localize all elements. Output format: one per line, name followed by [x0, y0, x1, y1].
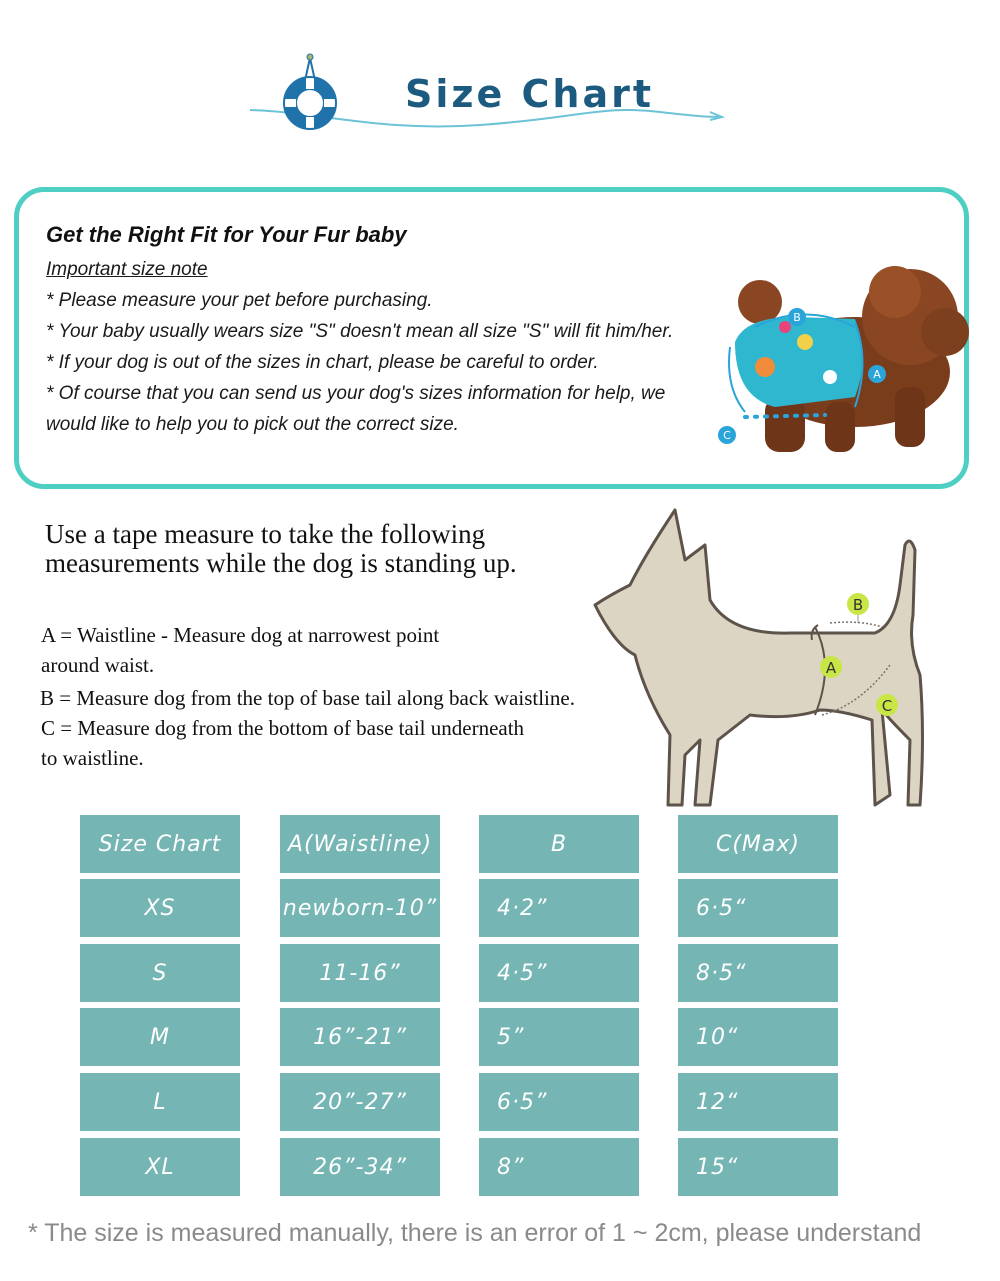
svg-text:A: A: [873, 368, 881, 381]
definition-a: A = Waistline - Measure dog at narrowest point: [41, 623, 440, 647]
fit-notes: [46, 254, 676, 440]
definition-c-cont: to waistline.: [41, 746, 144, 770]
table-cell-size: M: [80, 1008, 240, 1066]
label-b-icon: [847, 593, 869, 615]
table-cell-c: 6·5“: [678, 879, 838, 937]
label-a-icon: [820, 656, 842, 678]
definition-c: C = Measure dog from the bottom of base tail underneath: [41, 716, 525, 740]
table-header-c: C(Max): [678, 815, 838, 873]
table-cell-b: 5”: [479, 1008, 639, 1066]
label-c-icon: [876, 694, 898, 716]
header: [240, 50, 740, 150]
label-b-icon: [788, 308, 806, 326]
note-line: * Please measure your pet before purchasing.: [46, 290, 433, 311]
instructions-title-line2: measurements while the dog is standing up.: [45, 548, 517, 578]
note-line: * Your baby usually wears size "S" doesn't mean all size "S" will fit him/her.: [46, 321, 674, 342]
svg-text:A: A: [825, 659, 837, 677]
measurement-instructions: [40, 519, 645, 770]
table-cell-size: S: [80, 944, 240, 1002]
table-cell-b: 4·5”: [479, 944, 639, 1002]
svg-text:B: B: [852, 596, 864, 614]
table-cell-waistline: 26”-34”: [280, 1138, 440, 1196]
table-cell-waistline: 16”-21”: [280, 1008, 440, 1066]
table-header-b: B: [479, 815, 639, 873]
page-title: Size Chart: [405, 72, 655, 116]
life-ring-icon: [284, 54, 336, 129]
table-cell-b: 6·5”: [479, 1073, 639, 1131]
table-cell-size: XL: [80, 1138, 240, 1196]
table-cell-b: 4·2”: [479, 879, 639, 937]
table-cell-c: 12“: [678, 1073, 838, 1131]
label-a-icon: [868, 365, 886, 383]
table-cell-waistline: newborn-10”: [280, 879, 440, 937]
table-cell-size: XS: [80, 879, 240, 937]
fit-note-box: [14, 187, 969, 489]
poodle-diaper-photo: [705, 247, 975, 457]
note-line: * Of course that you can send us your dog's sizes information for help, we would like to help you to pick out the correct size.: [46, 383, 666, 435]
table-header-size: Size Chart: [80, 815, 240, 873]
footer-note: * The size is measured manually, there is an error of 1 ~ 2cm, please understand: [28, 1219, 922, 1247]
dog-measurement-diagram: [590, 505, 930, 815]
table-cell-waistline: 11-16”: [280, 944, 440, 1002]
table-cell-c: 15“: [678, 1138, 838, 1196]
instructions-title-line1: Use a tape measure to take the following: [45, 519, 486, 549]
svg-text:C: C: [723, 429, 731, 442]
table-cell-size: L: [80, 1073, 240, 1131]
instructions-title: [45, 520, 645, 578]
fit-subheading: Important size note: [46, 259, 208, 280]
table-header-waistline: A(Waistline): [280, 815, 440, 873]
svg-text:C: C: [881, 697, 893, 715]
definition-a-cont: around waist.: [41, 653, 155, 677]
note-line: * If your dog is out of the sizes in chart, please be careful to order.: [46, 352, 599, 373]
table-cell-c: 8·5“: [678, 944, 838, 1002]
table-cell-waistline: 20”-27”: [280, 1073, 440, 1131]
fit-heading: Get the Right Fit for Your Fur baby: [46, 222, 407, 247]
svg-text:B: B: [793, 311, 801, 324]
table-cell-c: 10“: [678, 1008, 838, 1066]
label-c-icon: [718, 426, 736, 444]
table-cell-b: 8”: [479, 1138, 639, 1196]
definition-b: B = Measure dog from the top of base tail along back waistline.: [40, 686, 575, 710]
